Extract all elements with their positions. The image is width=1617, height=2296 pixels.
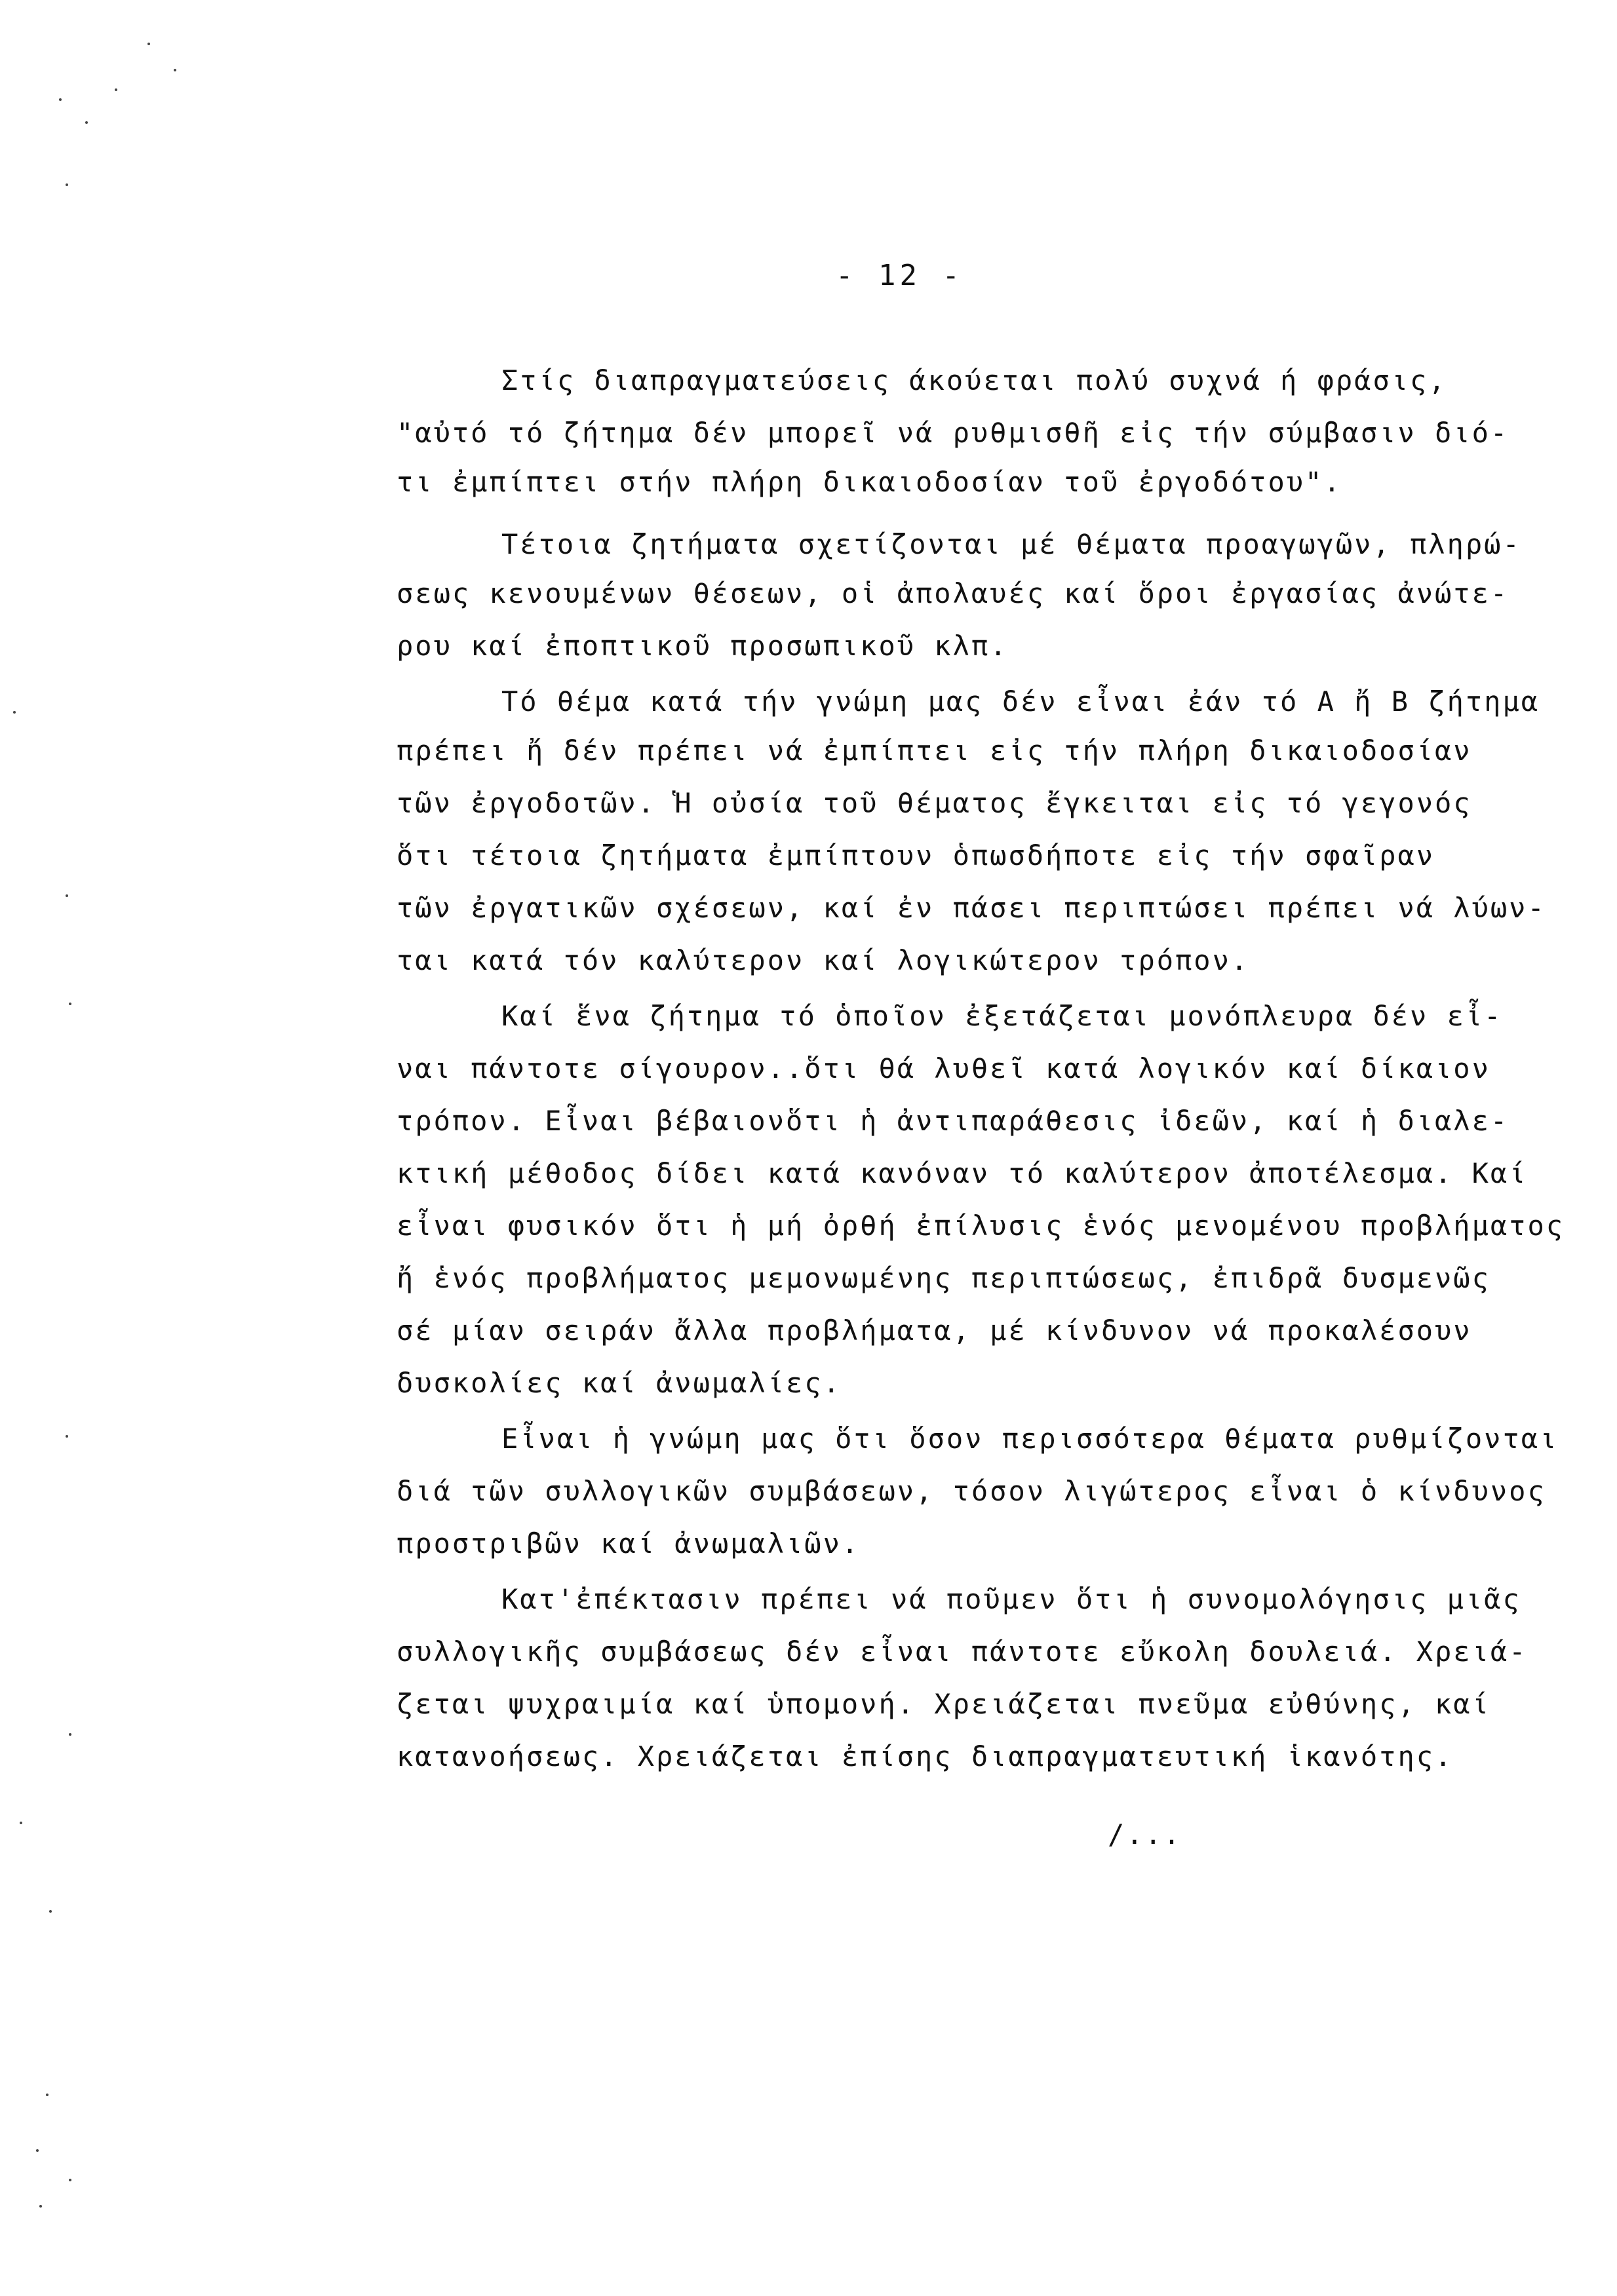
text-line: Τό θέμα κατά τήν γνώμη μας δέν εἶναι ἐάν τό Α ἤ Β ζήτημα bbox=[501, 685, 1540, 718]
text-line: ται κατά τόν καλύτερον καί λογικώτερον τρόπον. bbox=[397, 944, 1250, 976]
text-line: "αὐτό τό ζήτημα δέν μπορεῖ νά ρυθμισθῆ εἰς τήν σύμβασιν διό- bbox=[397, 417, 1510, 449]
text-line: σέ μίαν σειράν ἄλλα προβλήματα, μέ κίνδυνον νά προκαλέσουν bbox=[397, 1314, 1472, 1347]
text-line: εἶναι φυσικόν ὅτι ἡ μή ὀρθή ἐπίλυσις ἑνός μενομένου προβλήματος bbox=[397, 1210, 1565, 1242]
scan-speck bbox=[39, 2205, 42, 2208]
scan-speck bbox=[59, 98, 62, 101]
text-line: διά τῶν συλλογικῶν συμβάσεων, τόσον λιγώτερος εἶναι ὁ κίνδυνος bbox=[397, 1475, 1546, 1507]
scan-speck bbox=[66, 183, 68, 186]
continuation-mark: /... bbox=[1108, 1818, 1182, 1850]
text-line: ὅτι τέτοια ζητήματα ἐμπίπτουν ὁπωσδήποτε εἰς τήν σφαῖραν bbox=[397, 839, 1435, 871]
scan-speck bbox=[174, 69, 176, 71]
text-line: τῶν ἐργατικῶν σχέσεων, καί ἐν πάσει περιπτώσει πρέπει νά λύων- bbox=[397, 892, 1546, 924]
text-line: τρόπον. Εἶναι βέβαιονὅτι ἡ ἀντιπαράθεσις ἰδεῶν, καί ἡ διαλε- bbox=[397, 1105, 1510, 1137]
text-line: δυσκολίες καί ἀνωμαλίες. bbox=[397, 1367, 842, 1399]
text-line: Κατ'ἐπέκτασιν πρέπει νά ποῦμεν ὅτι ἡ συνομολόγησις μιᾶς bbox=[501, 1583, 1521, 1615]
scan-speck bbox=[20, 1822, 22, 1824]
text-line: Καί ἕνα ζήτημα τό ὁποῖον ἐξετάζεται μονόπλευρα δέν εἶ- bbox=[501, 1000, 1503, 1032]
text-line: Τέτοια ζητήματα σχετίζονται μέ θέματα προαγωγῶν, πληρώ- bbox=[501, 528, 1521, 560]
text-line: Εἶναι ἡ γνώμη μας ὅτι ὅσον περισσότερα θέματα ρυθμίζονται bbox=[501, 1423, 1559, 1455]
text-line: ρου καί ἐποπτικοῦ προσωπικοῦ κλπ. bbox=[397, 630, 1009, 662]
text-line: τῶν ἐργοδοτῶν. Ἡ οὐσία τοῦ θέματος ἔγκειται εἰς τό γεγονός bbox=[397, 787, 1472, 819]
scan-speck bbox=[69, 1733, 71, 1736]
scan-speck bbox=[115, 88, 117, 91]
text-line: πρέπει ἤ δέν πρέπει νά ἐμπίπτει εἰς τήν πλήρη δικαιοδοσίαν bbox=[397, 735, 1472, 767]
page-number: - 12 - bbox=[836, 259, 964, 292]
scan-speck bbox=[85, 121, 88, 124]
text-line: σεως κενουμένων θέσεων, οἱ ἀπολαυές καί ὅροι ἐργασίας ἀνώτε- bbox=[397, 577, 1510, 609]
text-line: ἤ ἑνός προβλήματος μεμονωμένης περιπτώσεως, ἐπιδρᾶ δυσμενῶς bbox=[397, 1262, 1490, 1294]
text-line: συλλογικῆς συμβάσεως δέν εἶναι πάντοτε εὔκολη δουλειά. Χρειά- bbox=[397, 1636, 1528, 1668]
scan-speck bbox=[49, 1910, 52, 1913]
scan-speck bbox=[13, 711, 16, 714]
scan-speck bbox=[69, 2179, 71, 2181]
text-line: κτική μέθοδος δίδει κατά κανόναν τό καλύτερον ἀποτέλεσμα. Καί bbox=[397, 1157, 1528, 1189]
scan-speck bbox=[36, 2149, 39, 2152]
text-line: κατανοήσεως. Χρειάζεται ἐπίσης διαπραγματευτική ἱκανότης. bbox=[397, 1740, 1454, 1772]
text-line: ναι πάντοτε σίγουρον..ὅτι θά λυθεῖ κατά λογικόν καί δίκαιον bbox=[397, 1052, 1490, 1084]
scan-speck bbox=[66, 1435, 68, 1438]
scan-speck bbox=[66, 894, 68, 897]
text-line: τι ἐμπίπτει στήν πλήρη δικαιοδοσίαν τοῦ ἐργοδότου". bbox=[397, 466, 1342, 498]
text-line: προστριβῶν καί ἀνωμαλιῶν. bbox=[397, 1527, 861, 1559]
text-line: Στίς διαπραγματεύσεις άκούεται πολύ συχνά ή φράσις, bbox=[501, 364, 1447, 396]
text-line: ζεται ψυχραιμία καί ὑπομονή. Χρειάζεται πνεῦμα εὐθύνης, καί bbox=[397, 1688, 1490, 1720]
scan-speck bbox=[69, 1003, 71, 1005]
scan-speck bbox=[46, 2094, 49, 2096]
scan-speck bbox=[147, 43, 150, 45]
